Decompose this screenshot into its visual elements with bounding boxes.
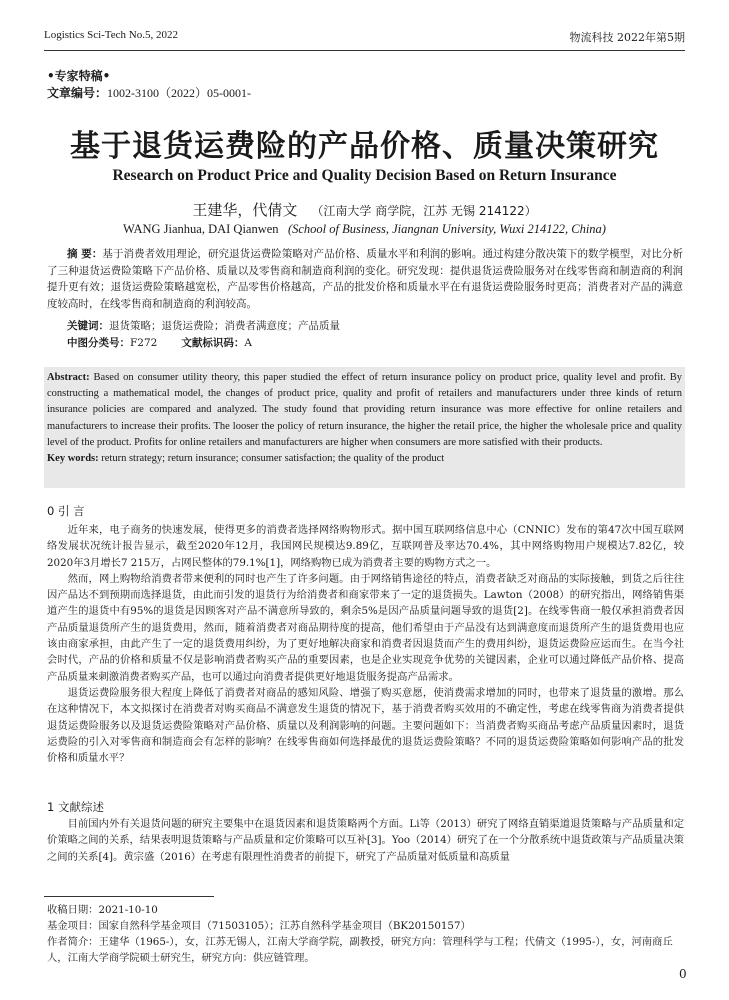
title-english: Research on Product Price and Quality Decision Based on Return Insurance [112,167,617,184]
column-label: •专家特稿• [47,69,111,83]
running-header [44,29,685,45]
header-rule [44,50,685,51]
authors: 王建华，代倩文 （江南大学 商学院，江苏 无锡 214122） [192,201,537,219]
abstract-english: Abstract: Based on consumer utility theory, this paper studied the effect of return insurance policy on product price, quality level and profit. By constructing a mathematical model, the changes of product price, quality and profit of retailers and manufacturers under three kinds of return insurance policies are compared and analyzed. The study found that providing return insurance was more effective for online retailers and manufacturers to increase their profits. The looser the policy of return insurance, the higher the retail price, the higher the wholesale price and quality level of the product. Profits for online retailers and manufacturers are higher when consumers are more satisfied with their products. Key words: return strategy; return insurance; consumer satisfaction; the quality of the product [44,367,685,488]
page-number: 0 [679,967,687,981]
paragraph: 退货运费险服务很大程度上降低了消费者对商品的感知风险、增强了购买意愿，使消费需求增加的同时，也带来了退货量的激增。那么在这种情况下，本文拟探讨在消费者对购买商品不满意发生退货的情况下，基于消费者购买效用的不确定性，考虑在线零售商为消费者提供退货运费险服务以及退货运费险策略对产品价格、质量以及利润影响的问题。主要问题如下：当消费者购买商品考虑产品质量因素时，退货运费险的引入对零售商和制造商会有怎样的影响？在线零售商如何选择最优的退货运费险策略？不同的退货运费险策略如何影响产品的批发价格和质量水平？ [47,686,684,765]
footnote-rule [44,896,214,897]
authors-english: WANG Jianhua, DAI Qianwen (School of Business, Jiangnan University, Wuxi 214122, China) [123,222,606,236]
footnote-received: 收稿日期：2021-10-10 [47,904,158,916]
page-title: 基于退货运费险的产品价格、质量决策研究 [70,129,659,164]
classification: 中图分类号：F272 文献标识码：A [67,337,252,349]
section-heading-intro: 0 引 言 [47,504,85,518]
journal-name-cn: 物流科技 2022年第5期 [569,31,685,44]
section-heading-review: 1 文献综述 [47,800,104,814]
article-number: 文章编号：1002-3100（2022）05-0001- [47,86,252,100]
intro-body [47,522,684,766]
footnote-bio: 作者简介：王建华（1965-），女，江苏无锡人，江南大学商学院，副教授，研究方向：管理科学与工程；代倩文（1995-），女，河南商丘人，江南大学商学院硕士研究生，研究方向：供应链管理。 [47,936,673,964]
review-body [47,816,684,865]
journal-name-en: Logistics Sci-Tech No.5, 2022 [44,29,178,41]
abstract-cn: 摘 要：基于消费者效用理论，研究退货运费险策略对产品价格、质量水平和利润的影响。通过构建分散决策下的数学模型，对比分析了三种退货运费险策略下产品价格、质量以及零售商和制造商利润的变化。研究发现：提供退货运费险服务对在线零售商和制造商的利润提升更有效；退货运费险策略越宽松，产品零售价格越高，产品的批发价格和质量水平在有退货运费险服务时更高；消费者对产品的满意度较高时，在线零售商和制造商的利润较高。 [47,248,684,310]
paragraph: 然而，网上购物给消费者带来便利的同时也产生了许多问题。由于网络销售途径的特点，消费者缺乏对商品的实际接触，到货之后往往因产品达不到预期而选择退货，由此而引发的退货行为给消费者和商家带来了一定的退货损失。Lawton（2008）的研究指出，网络销售渠道产生的退货中有95%的退货是因顾客对产品不满意所导致的，剩余5%是因产品质量问题导致的退货[2]。在线零售商一般仅承担消费者因产品质量退货所产生的退货费用，然而，随着消费者对商品期待度的提高，他们希望由于产品没有达到满意度而退货所产生的退货费用也应该由商家承担，由此产生了一定的退货费用纠纷，为了更好地解决商家和消费者因退货而产生的费用纠纷，退货运费险应运而生。在当今社会时代，产品的价格和质量不仅是影响消费者购买产品的重要因素，也是企业实现竞争优势的关键因素，企业可以通过降低产品价格、提高产品质量来刺激消费者购买产品，也可以通过向消费者提供更好地退货服务提高产品需求。 [47,572,684,683]
keywords-english: Key words: return strategy; return insurance; consumer satisfaction; the quality of the product [47,453,445,465]
paragraph: 近年来，电子商务的快速发展，使得更多的消费者选择网络购物形式。据中国互联网络信息中心（CNNIC）发布的第47次中国互联网络发展状况统计报告显示，截至2020年12月，我国网民规模达9.89亿，互联网普及率达70.4%，其中网络购物用户规模达7.82亿，较2020年3月增长7 215万，占网民整体的79.1%[1]，网络购物已成为消费者主要的购物方式之一。 [47,524,684,569]
keywords-cn: 关键词：退货策略；退货运费险；消费者满意度；产品质量 [67,320,340,332]
footnote-fund: 基金项目：国家自然科学基金项目（71503105）；江苏自然科学基金项目（BK20150157） [47,920,471,932]
affiliation: （江南大学 商学院，江苏 无锡 214122） [311,204,537,218]
paragraph: 目前国内外有关退货问题的研究主要集中在退货因素和退货策略两个方面。Li等（2013）研究了网络直销渠道退货策略与产品质量和定价策略之间的关系，结果表明退货策略与产品质量和定价策略可以互补[3]。Yoo（2014）研究了在一个分散系统中退货政策与产品质量决策之间的关系[4]。黄宗盛（2016）在考虑有限理性消费者的前提下，研究了产品质量对低质量和高质量 [47,818,684,863]
